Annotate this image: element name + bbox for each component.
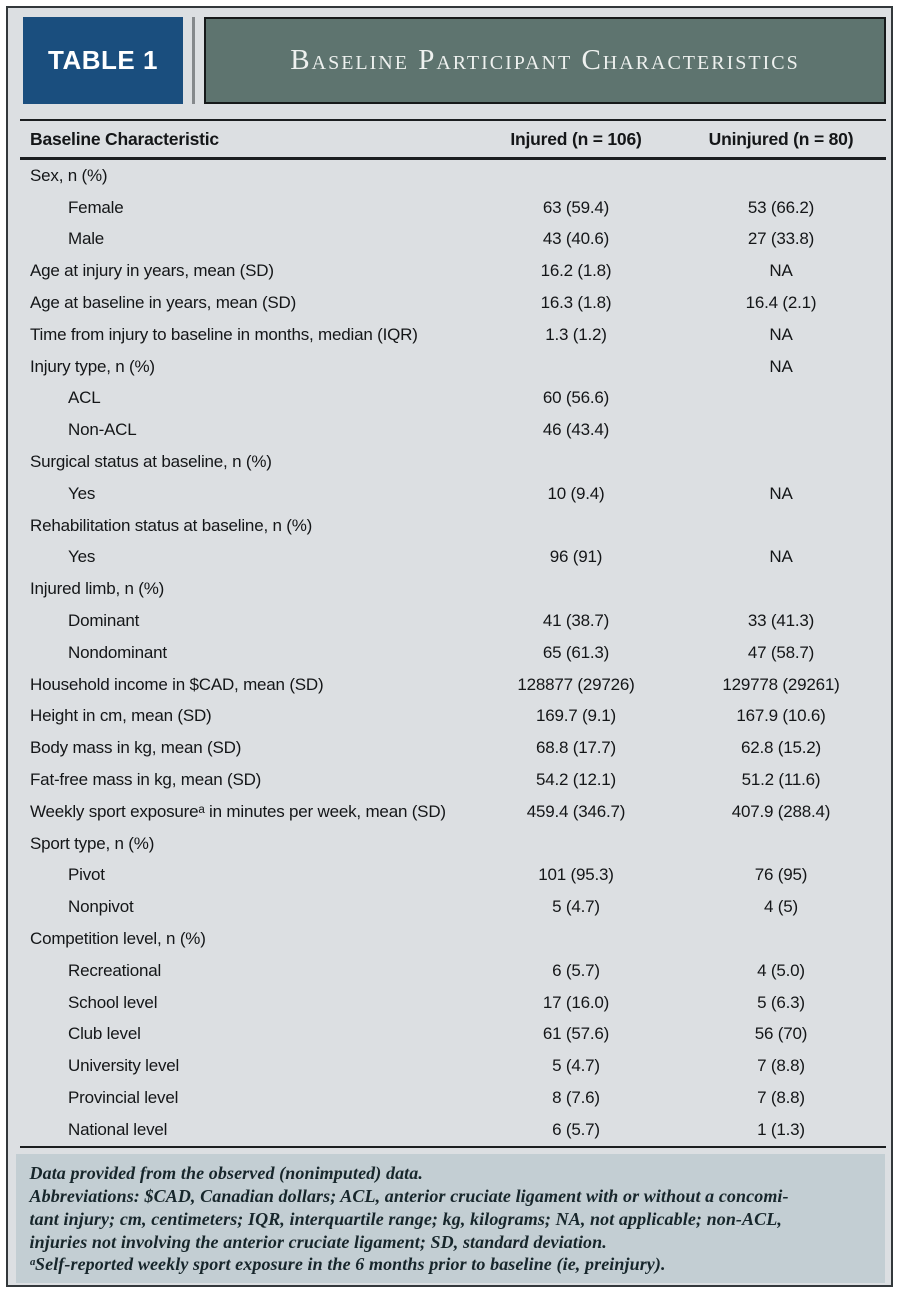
table-row [8,192,891,224]
uninjured-value: 407.9 (288.4) [731,801,831,821]
injured-value: 10 (9.4) [547,483,605,503]
row-label: School level [68,992,158,1012]
table-row [8,637,891,669]
row-label: ACL [68,388,101,408]
uninjured-value: 5 (6.3) [757,992,805,1012]
header-divider [192,17,195,104]
injured-value: 6 (5.7) [552,1119,600,1139]
uninjured-value: NA [769,483,793,503]
injured-value: 5 (4.7) [552,897,600,917]
table-row [8,478,891,510]
injured-value: 54.2 (12.1) [535,770,617,790]
column-header-uninjured: Uninjured (n = 80) [708,128,854,149]
uninjured-value: 47 (58.7) [747,642,815,662]
injured-value: 41 (38.7) [542,611,610,631]
uninjured-value: NA [769,324,793,344]
table-row [8,351,891,383]
footnote-line: injuries not involving the anterior cruciate ligament; SD, standard deviation. [29,1231,607,1252]
table-row [8,510,891,542]
injured-value: 43 (40.6) [542,229,610,249]
footnote-line: tant injury; cm, centimeters; IQR, interquartile range; kg, kilograms; NA, not applicable; non-ACL, [29,1208,782,1229]
uninjured-value: 7 (8.8) [757,1056,805,1076]
row-label: Sport type, n (%) [30,833,155,853]
table-footnotes [16,1154,885,1283]
table-row [8,414,891,446]
table-header-band [23,17,886,104]
footnote-line: Abbreviations: $CAD, Canadian dollars; ACL, anterior cruciate ligament with or without a concomi- [29,1186,789,1206]
injured-value: 169.7 (9.1) [535,706,617,726]
uninjured-value: 56 (70) [754,1024,808,1044]
table-row [8,573,891,605]
row-label: Age at injury in years, mean (SD) [30,261,274,281]
injured-value: 101 (95.3) [538,865,614,885]
injured-value: 63 (59.4) [542,197,610,217]
uninjured-value: 4 (5) [764,897,798,917]
table-row [8,860,891,892]
table-row [8,923,891,955]
table-row [8,669,891,701]
footnote-line: ᵃSelf-reported weekly sport exposure in the 6 months prior to baseline (ie, preinjury). [29,1254,666,1275]
row-label: Nonpivot [68,897,134,917]
table-row [8,319,891,351]
uninjured-value: NA [769,547,793,567]
table-body [8,160,891,1146]
row-label: Female [68,197,124,217]
injured-value: 17 (16.0) [542,992,610,1012]
row-label: Yes [68,547,96,567]
row-label: Sex, n (%) [30,165,108,185]
table-row [8,1019,891,1051]
row-label: University level [68,1056,180,1076]
table-row [8,383,891,415]
column-header-injured: Injured (n = 106) [510,128,642,149]
injured-value: 128877 (29726) [517,674,635,694]
table-row [8,891,891,923]
row-label: Provincial level [68,1088,179,1107]
row-label: Competition level, n (%) [30,929,206,949]
injured-value: 459.4 (346.7) [526,801,626,821]
row-label: Weekly sport exposureᵃ in minutes per week, mean (SD) [30,801,446,821]
uninjured-value: 7 (8.8) [757,1088,805,1107]
table-row [8,987,891,1019]
uninjured-value: 16.4 (2.1) [745,293,817,313]
row-label: Nondominant [68,642,167,662]
table-bottom-rule [20,1146,886,1149]
footnote-line: Data provided from the observed (nonimputed) data. [29,1163,423,1184]
row-label: Non-ACL [68,420,137,440]
row-label: Recreational [68,960,162,980]
uninjured-value: 27 (33.8) [747,229,815,249]
table-number-badge: TABLE 1 [23,17,183,104]
uninjured-value: 62.8 (15.2) [740,738,822,758]
injured-value: 1.3 (1.2) [545,324,607,344]
table-row [8,542,891,574]
injured-value: 61 (57.6) [542,1024,610,1044]
table-title: Baseline Participant Characteristics [204,17,886,104]
uninjured-value: NA [769,356,793,376]
row-label: Pivot [68,865,105,885]
row-label: Male [68,229,105,249]
uninjured-value: 167.9 (10.6) [736,706,826,726]
injured-value: 16.2 (1.8) [540,261,612,281]
row-label: Body mass in kg, mean (SD) [30,738,242,758]
table-row [8,605,891,637]
row-label: Household income in $CAD, mean (SD) [30,674,324,694]
uninjured-value: NA [769,261,793,281]
row-label: Height in cm, mean (SD) [30,706,212,726]
table-row [8,1082,891,1114]
table-row [8,255,891,287]
uninjured-value: 76 (95) [754,865,808,885]
uninjured-value: 53 (66.2) [747,197,815,217]
table-frame [6,6,893,1287]
row-label: Dominant [68,611,140,631]
table-row [8,764,891,796]
row-label: Age at baseline in years, mean (SD) [30,293,297,313]
table-row [8,828,891,860]
injured-value: 16.3 (1.8) [540,293,612,313]
injured-value: 96 (91) [549,547,603,567]
row-label: Yes [68,483,96,503]
uninjured-value: 51.2 (11.6) [741,770,821,790]
uninjured-value: 1 (1.3) [757,1119,805,1139]
table-row [8,446,891,478]
row-label: Time from injury to baseline in months, median (IQR) [30,324,418,344]
injured-value: 5 (4.7) [552,1056,600,1076]
row-label: Surgical status at baseline, n (%) [30,452,272,472]
table-row [8,224,891,256]
injured-value: 46 (43.4) [542,420,610,440]
table-row [8,160,891,192]
injured-value: 65 (61.3) [542,642,610,662]
injured-value: 8 (7.6) [552,1088,600,1107]
injured-value: 68.8 (17.7) [535,738,617,758]
injured-value: 6 (5.7) [552,960,600,980]
injured-value: 60 (56.6) [542,388,610,408]
column-header-row [8,121,891,157]
table-row [8,955,891,987]
table-row [8,701,891,733]
uninjured-value: 129778 (29261) [722,674,840,694]
uninjured-value: 33 (41.3) [747,611,815,631]
uninjured-value: 4 (5.0) [757,960,805,980]
table-row [8,287,891,319]
row-label: Club level [68,1024,141,1044]
table-row [8,796,891,828]
table-row [8,1050,891,1082]
table-row [8,732,891,764]
row-label: Injury type, n (%) [30,356,155,376]
table-row [8,1114,891,1146]
row-label: National level [68,1119,168,1139]
row-label: Injured limb, n (%) [30,579,165,599]
row-label: Rehabilitation status at baseline, n (%) [30,515,313,535]
row-label: Fat-free mass in kg, mean (SD) [30,770,262,790]
column-header-characteristic: Baseline Characteristic [30,128,219,149]
